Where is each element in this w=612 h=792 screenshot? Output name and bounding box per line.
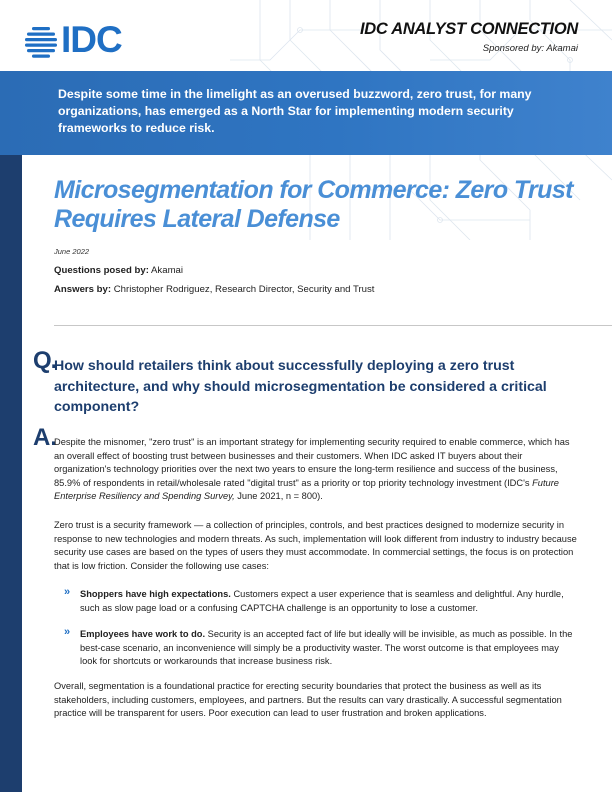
answer-paragraph-1-end: June 2021, n = 800). xyxy=(234,491,323,502)
bullet-lead: Shoppers have high expectations. xyxy=(80,589,231,599)
questions-value: Akamai xyxy=(151,265,184,276)
answer-paragraph-1-text: Despite the misnomer, "zero trust" is an important strategy for implementing security required to enable commerce, which has an overall effect of boosting trust between businesses and their customers. When IDC asked IT buyers about their organization's technology priorities over the next two years to ensure the long-term resilience and success of the business, 85.9% of respondents in retail/wholesale rated "digital trust" as a priority or top priority technology investment (IDC's xyxy=(54,437,570,488)
bullet-item-employees xyxy=(80,628,578,669)
bullet-marker: » xyxy=(64,586,71,598)
questions-posed-by xyxy=(54,265,183,276)
survey-title: Future Enterprise Resiliency and Spending Survey, xyxy=(54,477,559,502)
bullet-body: Security is an accepted fact of life but ideally will be invisible, as much as possible. In the best-case scenario, an inconvenience will simply be a productivity waster. The worst outcome is that employees may look for shortcuts or workarounds that increase business risk. xyxy=(80,629,573,667)
bullet-marker: » xyxy=(64,626,71,638)
answer-paragraph-2: Zero trust is a security framework — a collection of principles, controls, and best practices designed to modernize security in response to new technologies and modern threats. As such, implementation will look different from industry to industry because security use cases are based on the types of users they must accommodate. In commercial settings, the focus is on protection that is low friction. Consider the following use cases: xyxy=(54,520,577,571)
answer-paragraph-3: Overall, segmentation is a foundational practice for erecting security boundaries that protect the business as well as its stakeholders, including customers, employees, and partners. But the results can vary drastically. A successful segmentation practice will be transparent for users. Poor execution can lead to user frustration and broken applications. xyxy=(54,681,562,719)
bullet-lead: Employees have work to do. xyxy=(80,629,206,639)
question-text: How should retailers think about successfully deploying a zero trust architecture, and why should microsegmentation be considered a critical component? xyxy=(54,358,547,415)
document-title: Microsegmentation for Commerce: Zero Trust Requires Lateral Defense xyxy=(54,176,573,233)
bullet-item-shoppers xyxy=(80,588,578,615)
section-divider xyxy=(54,325,612,326)
report-type-title: IDC ANALYST CONNECTION xyxy=(360,20,578,38)
banner-summary-text: Despite some time in the limelight as an overused buzzword, zero trust, for many organizations, has emerged as a North Star for implementing modern security frameworks to reduce risk. xyxy=(58,87,532,135)
sponsor-label: Sponsored by: Akamai xyxy=(482,43,578,54)
answers-label: Answers by: xyxy=(54,284,112,295)
answer-paragraph-1 xyxy=(54,436,582,504)
idc-logo-text: IDC xyxy=(61,19,122,60)
questions-label: Questions posed by: xyxy=(54,265,149,276)
bullet-body: Customers expect a user experience that is seamless and delightful. Any hurdle, such as slow page load or a confusing CAPTCHA challenge is an opportunity to lose a customer. xyxy=(80,589,564,613)
question-marker: Q. xyxy=(33,347,57,374)
left-accent-bar xyxy=(0,155,22,792)
publication-date: June 2022 xyxy=(54,247,90,256)
answers-value: Christopher Rodriguez, Research Director, Security and Trust xyxy=(113,284,375,295)
answer-marker: A. xyxy=(33,424,57,451)
answers-by xyxy=(54,284,374,295)
